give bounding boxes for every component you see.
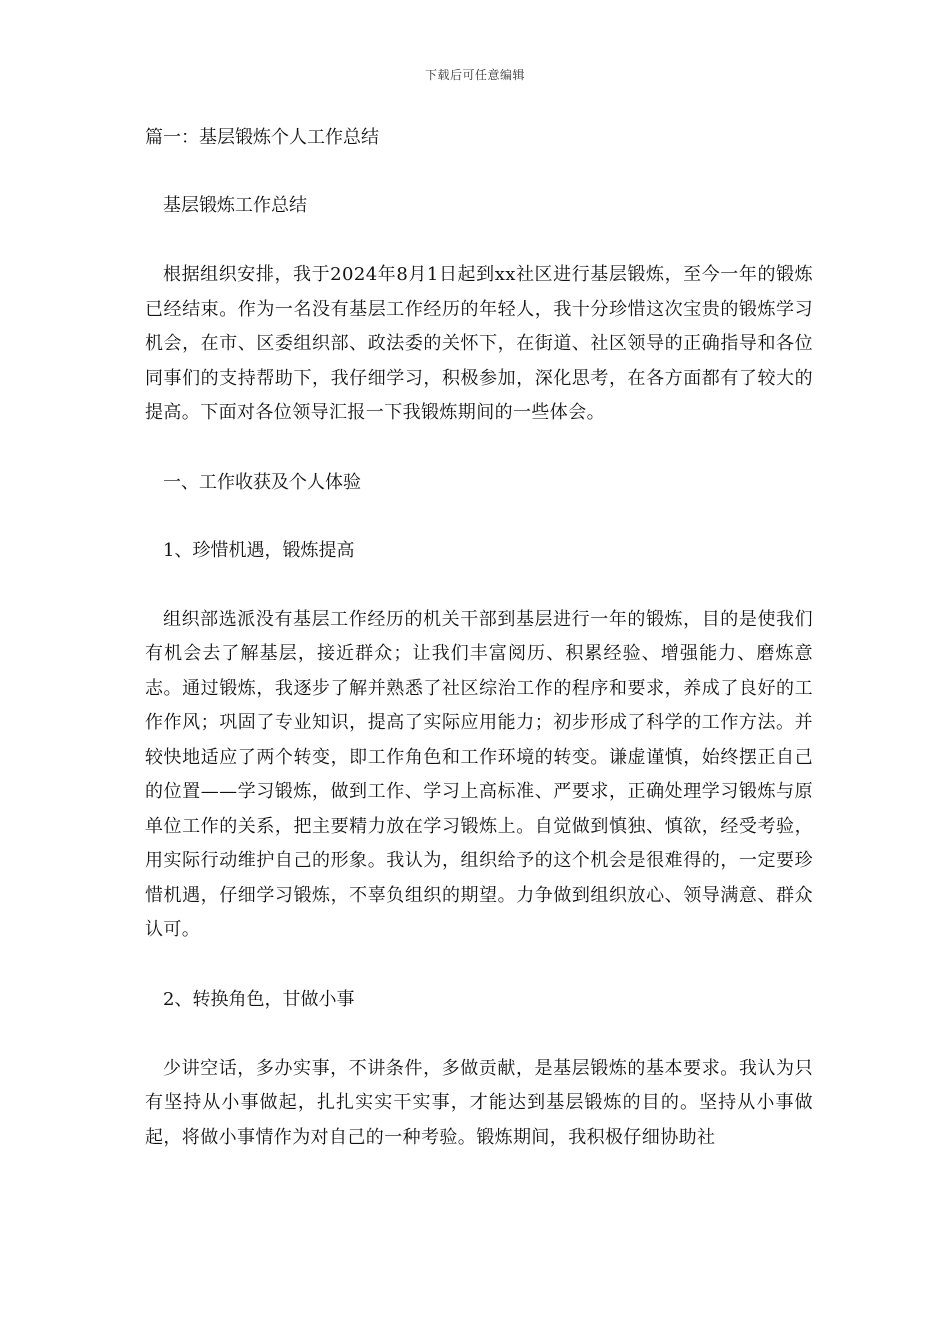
item-paragraph-1: 组织部选派没有基层工作经历的机关干部到基层进行一年的锻炼，目的是使我们有机会去了解基层，接近群众；让我们丰富阅历、积累经验、增强能力、磨炼意志。通过锻炼，我逐步了解并熟悉了社区综治工作的程序和要求，养成了良好的工作作风；巩固了专业知识，提高了实际应用能力；初步形成了科学的工作方法。并较快地适应了两个转变，即工作角色和工作环境的转变。谦虚谨慎，始终摆正自己的位置——学习锻炼，做到工作、学习上高标准、严要求，正确处理学习锻炼与原单位工作的关系，把主要精力放在学习锻炼上。自觉做到慎独、慎欲，经受考验，用实际行动维护自己的形象。我认为，组织给予的这个机会是很难得的，一定要珍惜机遇，仔细学习锻炼，不辜负组织的期望。力争做到组织放心、领导满意、群众认可。	[145, 608, 813, 940]
header-note: 下载后可任意编辑	[424, 68, 525, 82]
document-title: 篇一：基层锻炼个人工作总结	[145, 127, 379, 148]
item-heading-2: 2、转换角色，甘做小事	[163, 988, 355, 1010]
intro-paragraph: 根据组织安排，我于2024年8月1日起到xx社区进行基层锻炼，至今一年的锻炼已经结束。作为一名没有基层工作经历的年轻人，我十分珍惜这次宝贵的锻炼学习机会，在市、区委组织部、政法委的关怀下，在街道、社区领导的正确指导和各位同事们的支持帮助下，我仔细学习，积极参加，深化思考，在各方面都有了较大的提高。下面对各位领导汇报一下我锻炼期间的一些体会。	[145, 264, 813, 423]
section-heading: 一、工作收获及个人体验	[163, 471, 361, 493]
item-heading-1: 1、珍惜机遇，锻炼提高	[163, 539, 355, 561]
item-paragraph-2: 少讲空话，多办实事，不讲条件，多做贡献，是基层锻炼的基本要求。我认为只有坚持从小事做起，扎扎实实干实事，才能达到基层锻炼的目的。坚持从小事做起，将做小事情作为对自己的一种考验。锻炼期间，我积极仔细协助社	[145, 1057, 813, 1148]
document-body	[145, 122, 813, 1191]
document-subtitle: 基层锻炼工作总结	[163, 195, 307, 216]
